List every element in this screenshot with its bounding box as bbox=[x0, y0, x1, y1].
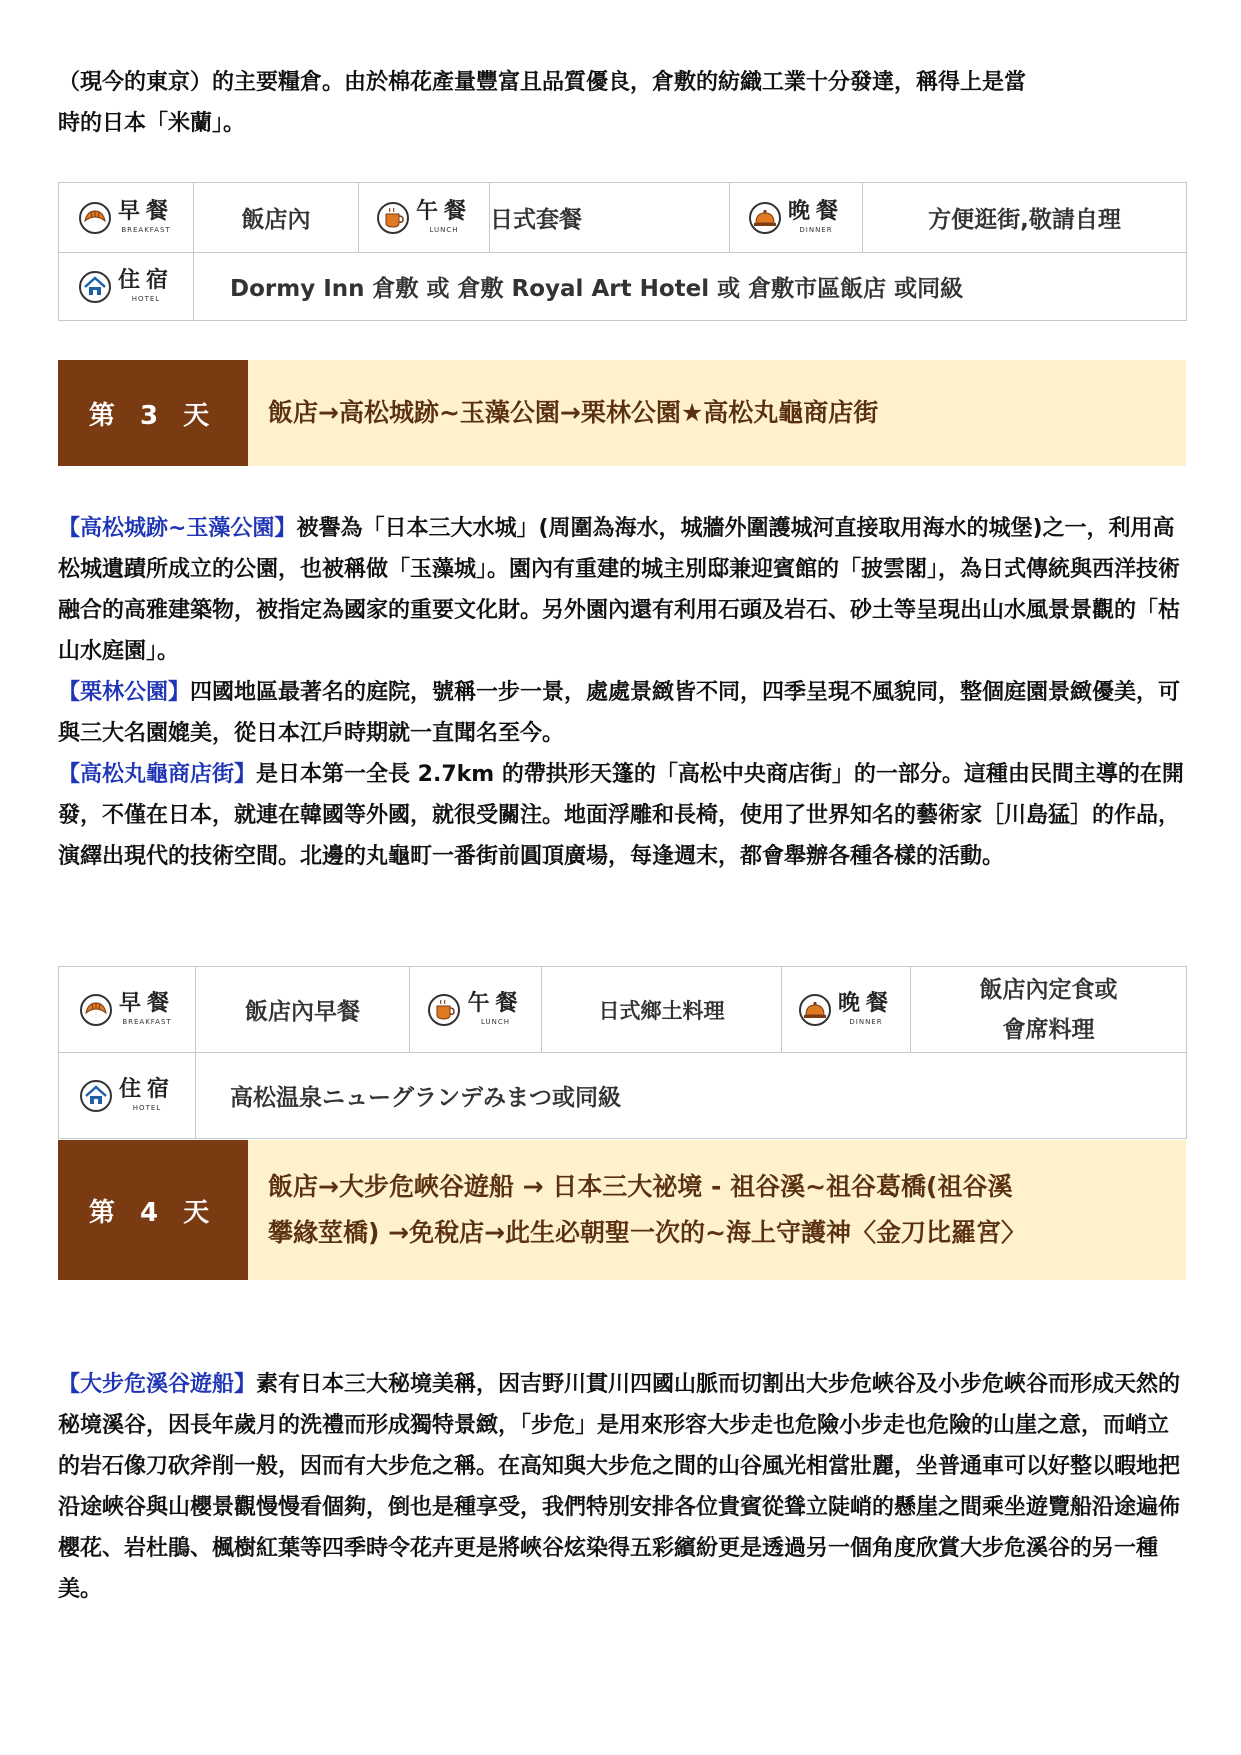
breakfast-value: 飯店內早餐 bbox=[196, 967, 410, 1053]
takamatsu-castle-title: 【高松城跡~玉藻公園】 bbox=[58, 516, 297, 541]
ritsurin-park-paragraph: 【栗林公園】四國地區最著名的庭院，號稱一步一景，處處景緻皆不同，四季呈現不風貌同，整個庭園景緻優美，可與三大名園媲美，從日本江戶時期就一直聞名至今。 bbox=[58, 680, 1181, 746]
coffee-cup-icon bbox=[427, 993, 461, 1027]
cloche-icon bbox=[798, 993, 832, 1027]
dinner-value: 方便逛街,敬請自理 bbox=[863, 183, 1187, 253]
lunch-value: 日式鄉土料理 bbox=[542, 967, 782, 1053]
dinner-label-cell: 晚餐 DINNER bbox=[730, 183, 863, 253]
day3-route: 飯店→高松城跡~玉藻公園→栗林公園★高松丸龜商店街 bbox=[248, 360, 1186, 466]
house-icon bbox=[78, 270, 112, 304]
lunch-label-cell: 午餐 LUNCH bbox=[410, 967, 542, 1053]
dinner-value: 飯店內定食或 會席料理 bbox=[911, 967, 1187, 1053]
breakfast-label-cell: 早餐 BREAKFAST bbox=[59, 183, 194, 253]
dinner-label-cell: 晚餐 DINNER bbox=[782, 967, 911, 1053]
breakfast-label-cell: 早餐 BREAKFAST bbox=[59, 967, 196, 1053]
day3-meal-table bbox=[58, 966, 1187, 1139]
oboke-cruise-paragraph: 【大步危溪谷遊船】素有日本三大秘境美稱，因吉野川貫川四國山脈而切割出大步危峽谷及小步危峽谷而形成天然的秘境溪谷，因長年歲月的洗禮而形成獨特景緻，「步危」是用來形容大步走也危險小步走也危險的山崖之意，而峭立的岩石像刀砍斧削一般，因而有大步危之稱。在高知與大步危之間的山谷風光相當壯麗，坐普通車可以好整以暇地把沿途峽谷與山櫻景觀慢慢看個夠，倒也是種享受，我們特別安排各位貴賓從聳立陡峭的懸崖之間乘坐遊覽船沿途遍佈櫻花、岩杜鵑、楓樹紅葉等四季時令花卉更是將峽谷炫染得五彩繽紛更是透過另一個角度欣賞大步危溪谷的另一種美。 bbox=[58, 1372, 1181, 1602]
house-icon bbox=[79, 1079, 113, 1113]
marugame-street-paragraph: 【高松丸龜商店街】是日本第一全長 2.7km 的帶拱形天篷的「高松中央商店街」的一部分。這種由民間主導的在開發，不僅在日本，就連在韓國等外國，就很受關注。地面浮雕和長椅，使用了世界知名的藝術家［川島猛］的作品，演繹出現代的技術空間。北邊的丸龜町一番街前圓頂廣場，每逢週末，都會舉辦各種各樣的活動。 bbox=[58, 762, 1184, 869]
lunch-label-cell: 午餐 LUNCH bbox=[359, 183, 490, 253]
ritsurin-park-title: 【栗林公園】 bbox=[58, 680, 191, 705]
takamatsu-castle-paragraph: 【高松城跡~玉藻公園】被譽為「日本三大水城」(周圍為海水，城牆外圍護城河直接取用海水的城堡)之一，利用高松城遺蹟所成立的公園，也被稱做「玉藻城」。園內有重建的城主別邸兼迎賓館的「披雲閣」，為日式傳統與西洋技術融合的高雅建築物，被指定為國家的重要文化財。另外園內還有利用石頭及岩石、砂土等呈現出山水風景景觀的「枯山水庭園」。 bbox=[58, 516, 1181, 664]
intro-line-2: 時的日本「米蘭」。 bbox=[58, 111, 246, 136]
intro-paragraph bbox=[58, 62, 1186, 144]
day4-header bbox=[58, 1140, 1186, 1280]
day4-description bbox=[58, 1364, 1186, 1610]
day3-label: 第 3 天 bbox=[58, 360, 248, 466]
hotel-value: Dormy Inn 倉敷 或 倉敷 Royal Art Hotel 或 倉敷市區飯店 或同級 bbox=[194, 253, 1187, 321]
day4-label: 第 4 天 bbox=[58, 1140, 248, 1280]
croissant-icon bbox=[79, 993, 113, 1027]
coffee-cup-icon bbox=[376, 201, 410, 235]
croissant-icon bbox=[78, 201, 112, 235]
day3-description bbox=[58, 508, 1186, 877]
hotel-label-cell: 住宿 HOTEL bbox=[59, 1053, 196, 1139]
intro-line-1: （現今的東京）的主要糧倉。由於棉花產量豐富且品質優良，倉敷的紡織工業十分發達，稱得上是當 bbox=[58, 70, 1027, 95]
hotel-label-cell: 住宿 HOTEL bbox=[59, 253, 194, 321]
breakfast-value: 飯店內 bbox=[194, 183, 359, 253]
oboke-cruise-title: 【大步危溪谷遊船】 bbox=[58, 1372, 257, 1397]
marugame-street-title: 【高松丸龜商店街】 bbox=[58, 762, 257, 787]
day2-meal-table bbox=[58, 182, 1187, 321]
cloche-icon bbox=[748, 201, 782, 235]
day4-route: 飯店→大步危峽谷遊船 → 日本三大祕境 - 祖谷溪~祖谷葛橋(祖谷溪 攀緣莖橋) →免稅店→此生必朝聖一次的~海上守護神〈金刀比羅宮〉 bbox=[248, 1140, 1186, 1280]
hotel-value: 高松温泉ニューグランデみまつ或同級 bbox=[196, 1053, 1187, 1139]
lunch-value: 日式套餐 bbox=[490, 183, 730, 253]
day3-header bbox=[58, 360, 1186, 466]
